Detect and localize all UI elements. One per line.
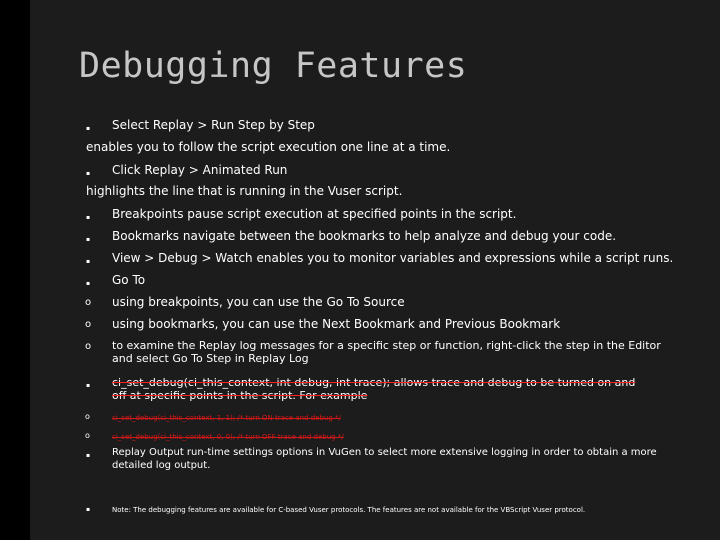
square-bullet-icon: ▪ (86, 452, 91, 459)
square-bullet-icon: ▪ (86, 382, 91, 389)
circle-bullet-icon: o (85, 319, 92, 330)
square-bullet-icon: ▪ (86, 125, 91, 132)
item-text: ci_set_debug(ci_this_context, int debug, int trace); allows trace and debug to be turned on and (112, 376, 636, 389)
item-text: Go To (112, 273, 146, 287)
square-bullet-icon: ▪ (86, 280, 91, 287)
item-text: View > Debug > Watch enables you to monitor variables and expressions while a script runs. (112, 251, 674, 265)
square-bullet-icon: ▪ (86, 258, 91, 265)
item-text: highlights the line that is running in the Vuser script. (86, 184, 403, 198)
circle-bullet-icon: o (85, 431, 90, 440)
accent-stripe-2 (0, 90, 3, 102)
circle-bullet-icon: o (85, 341, 92, 352)
item-text: enables you to follow the script execution one line at a time. (86, 140, 451, 154)
square-bullet-icon: ▪ (86, 506, 91, 513)
square-bullet-icon: ▪ (86, 170, 91, 177)
item-text-cont: and select Go To Step in Replay Log (112, 352, 309, 365)
circle-bullet-icon: o (85, 412, 90, 421)
item-text: using bookmarks, you can use the Next Bookmark and Previous Bookmark (112, 317, 561, 331)
square-bullet-icon: ▪ (86, 236, 91, 243)
item-text: Select Replay > Run Step by Step (112, 118, 315, 132)
item-text: Bookmarks navigate between the bookmarks to help analyze and debug your code. (112, 229, 617, 243)
item-text: Click Replay > Animated Run (112, 163, 288, 177)
item-text: Replay Output run-time settings options in VuGen to select more extensive logging in order to obtain a more (112, 447, 657, 458)
item-text: ci_set_debug(ci_this_context, 1, 1); /* turn ON trace and debug */ (112, 414, 341, 422)
item-text: Note: The debugging features are available for C-based Vuser protocols. The features are not available for the VBScript Vuser protocol. (112, 506, 586, 514)
item-text: to examine the Replay log messages for a specific step or function, right-click the step in the Editor (112, 339, 661, 352)
item-text: Breakpoints pause script execution at specified points in the script. (112, 207, 517, 221)
accent-stripe-1 (18, 50, 28, 84)
item-text: ci_set_debug(ci_this_context, 0, 0); /* turn OFF trace and debug */ (112, 433, 344, 441)
circle-bullet-icon: o (85, 297, 92, 308)
square-bullet-icon: ▪ (86, 214, 91, 221)
item-text-cont: detailed log output. (112, 460, 211, 471)
item-text: using breakpoints, you can use the Go To Source (112, 295, 405, 309)
slide-title: Debugging Features (79, 46, 468, 86)
item-text-cont: off at specific points in the script. For example (112, 389, 368, 402)
